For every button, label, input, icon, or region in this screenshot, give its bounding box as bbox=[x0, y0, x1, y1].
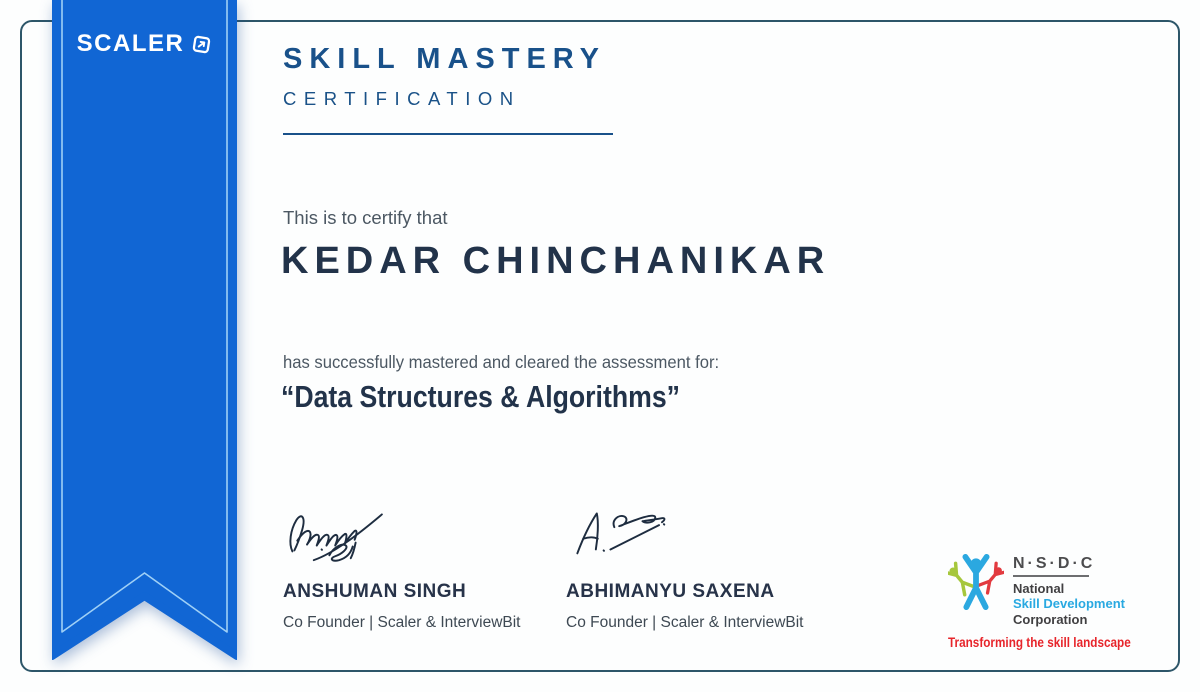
anshuman-singh-signature bbox=[283, 495, 583, 565]
nsdc-acronym: N·S·D·C bbox=[1013, 556, 1089, 577]
signatory-name: ANSHUMAN SINGH bbox=[283, 581, 467, 602]
signatory-role: Co Founder | Scaler & InterviewBit bbox=[566, 614, 804, 631]
scaler-cube-arrow-icon bbox=[191, 34, 212, 55]
nsdc-line-corporation: Corporation bbox=[1013, 611, 1088, 627]
signatory-block-abhimanyu-saxena bbox=[566, 495, 866, 632]
nsdc-three-figures-icon bbox=[948, 551, 1004, 613]
certificate-subtitle: CERTIFICATION bbox=[283, 88, 521, 109]
certificate-heading bbox=[283, 45, 613, 135]
signatory-block-anshuman-singh bbox=[283, 495, 583, 632]
recipient-name: KEDAR CHINCHANIKAR bbox=[281, 240, 831, 282]
scaler-logo bbox=[52, 30, 237, 58]
nsdc-line-skill-development: Skill Development bbox=[1013, 596, 1125, 612]
signatory-role: Co Founder | Scaler & InterviewBit bbox=[283, 614, 521, 631]
ribbon-shape-icon bbox=[52, 0, 237, 668]
course-title: “Data Structures & Algorithms” bbox=[281, 379, 680, 414]
abhimanyu-saxena-signature bbox=[566, 495, 866, 565]
nsdc-logo bbox=[948, 551, 1148, 650]
intro-line: This is to certify that bbox=[283, 207, 448, 228]
certificate-title: SKILL MASTERY bbox=[283, 43, 607, 75]
scaler-logo-text: SCALER bbox=[76, 30, 185, 57]
nsdc-line-national: National bbox=[1013, 581, 1065, 596]
heading-underline bbox=[283, 133, 613, 135]
nsdc-tagline: Transforming the skill landscape bbox=[948, 634, 1131, 650]
ribbon bbox=[52, 0, 237, 668]
signatory-name: ABHIMANYU SAXENA bbox=[566, 581, 775, 602]
statement-line: has successfully mastered and cleared the assessment for: bbox=[283, 352, 720, 372]
